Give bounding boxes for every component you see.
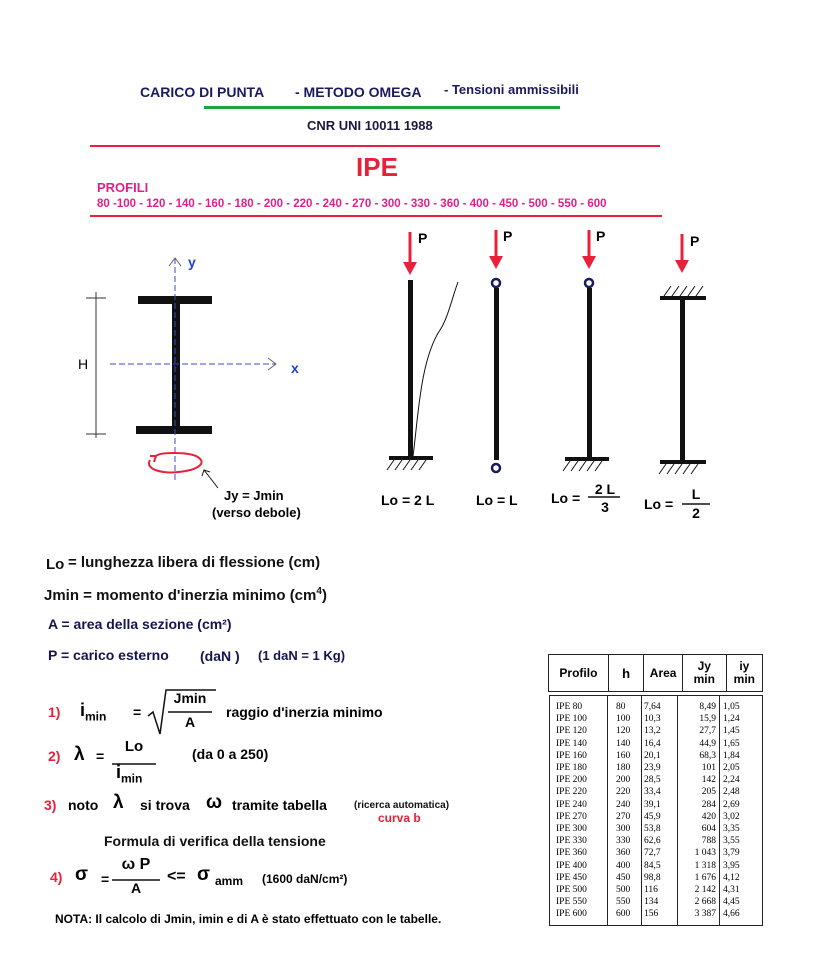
table-cell: 3 387 — [694, 909, 716, 920]
profiles-label: PROFILI — [97, 180, 149, 195]
table-cell: 4,12 — [723, 872, 740, 883]
case3-denominator: 3 — [601, 499, 609, 515]
case3-prefix: Lo = — [551, 490, 581, 506]
table-cell: 15,9 — [699, 714, 716, 725]
jy-label: Jy = Jmin — [224, 488, 284, 503]
table-cell: 3,95 — [723, 860, 740, 871]
case4-denominator: 2 — [692, 505, 700, 521]
ipe-cross-section — [136, 296, 212, 434]
table-cell: 1,84 — [723, 750, 740, 761]
lambda-range: (da 0 a 250) — [192, 746, 269, 762]
p-definition: P = carico esterno — [48, 647, 169, 663]
table-cell: 550 — [616, 897, 631, 908]
table-cell: 205 — [701, 787, 716, 798]
table-row — [550, 897, 762, 909]
formula2-number: 2) — [48, 748, 61, 764]
table-cell: 23,9 — [644, 763, 661, 773]
lo-definition: = lunghezza libera di flessione (cm) — [68, 554, 321, 571]
table-cell: 200 — [616, 775, 631, 786]
table-cell: IPE 200 — [556, 775, 587, 786]
header-iy — [726, 655, 762, 692]
load-label-2: P — [503, 228, 513, 244]
table-cell: 240 — [616, 799, 631, 810]
table-cell: IPE 500 — [556, 885, 587, 895]
table-cell: IPE 100 — [556, 714, 587, 725]
lambda-den-sub: min — [121, 771, 143, 786]
table-cell: 2 142 — [694, 885, 716, 895]
jmin-exponent: 4 — [316, 586, 322, 597]
curve-label: curva b — [378, 811, 421, 825]
height-dimension — [86, 292, 106, 438]
table-row — [550, 824, 762, 836]
formula4-denominator: A — [130, 880, 142, 896]
table-cell: IPE 330 — [556, 836, 587, 847]
table-cell: 420 — [701, 811, 716, 822]
column-case-3 — [563, 230, 609, 471]
table-cell: 1,65 — [723, 738, 740, 749]
header-h: h — [608, 655, 644, 692]
table-cell: 28,5 — [644, 775, 661, 786]
table-cell: IPE 270 — [556, 811, 587, 822]
table-cell: IPE 140 — [556, 738, 587, 749]
header-jy — [682, 655, 726, 692]
sigma-amm-symbol: σ — [197, 864, 210, 885]
height-label: H — [78, 356, 89, 372]
table-row — [550, 861, 762, 873]
column-case-1 — [387, 232, 458, 470]
formula2-equals: = — [96, 748, 105, 764]
table-cell: 3,02 — [723, 811, 740, 822]
table-cell: 600 — [616, 909, 631, 920]
profile-table — [549, 695, 763, 926]
table-row — [550, 836, 762, 848]
table-cell: 7,64 — [644, 702, 661, 712]
table-cell: IPE 120 — [556, 726, 587, 737]
header-jy-2: min — [693, 672, 715, 686]
section-name: IPE — [356, 152, 398, 182]
table-cell: 13,2 — [644, 726, 661, 737]
table-cell: 33,4 — [644, 787, 661, 798]
table-cell: 300 — [616, 824, 631, 834]
table-cell: 116 — [644, 885, 658, 895]
table-cell: 80 — [616, 702, 626, 712]
formula3-number: 3) — [44, 797, 57, 813]
table-cell: IPE 240 — [556, 799, 587, 810]
table-cell: 16,4 — [644, 738, 661, 749]
table-cell: 400 — [616, 860, 631, 871]
table-row — [550, 787, 762, 799]
table-cell: 1,05 — [723, 702, 740, 712]
table-row — [550, 763, 762, 775]
jy-note: (verso debole) — [212, 505, 301, 520]
lambda-den-i: i — [116, 762, 122, 782]
p-conversion: (1 daN = 1 Kg) — [258, 648, 346, 663]
axis-x-label: x — [291, 360, 299, 376]
formula1-description: raggio d'inerzia minimo — [226, 704, 383, 720]
table-cell: IPE 400 — [556, 860, 587, 871]
p-unit: (daN ) — [200, 648, 240, 664]
table-row — [550, 885, 762, 897]
title-part3: - Tensioni ammissibili — [444, 82, 579, 97]
formula1-equals: = — [133, 704, 142, 720]
table-row — [550, 739, 762, 751]
header-area: Area — [644, 655, 682, 692]
table-cell: 53,8 — [644, 824, 661, 834]
table-cell: 142 — [701, 775, 716, 786]
table-cell: 1 043 — [694, 848, 716, 859]
table-cell: 4,31 — [723, 885, 740, 895]
imin-sub: min — [85, 709, 107, 724]
jmin-definition — [44, 586, 327, 604]
table-cell: 1 676 — [694, 872, 716, 883]
table-row — [550, 800, 762, 812]
table-cell: 44,9 — [699, 738, 716, 749]
profiles-list: 80 -100 - 120 - 140 - 160 - 180 - 200 - 220 - 240 - 270 - 300 - 330 - 360 - 400 - 450 - 500 - 550 - 600 — [97, 198, 607, 210]
formula2-denominator — [116, 762, 142, 786]
load-label-1: P — [418, 230, 428, 246]
stress-limit: (1600 daN/cm²) — [262, 872, 348, 886]
auto-search-note: (ricerca automatica) — [354, 800, 450, 811]
formula1-numerator: Jmin — [173, 690, 207, 706]
table-cell: IPE 80 — [556, 702, 583, 712]
axis-y-label: y — [188, 254, 196, 270]
note-text: NOTA: Il calcolo di Jmin, imin e di A è stato effettuato con le tabelle. — [55, 912, 442, 926]
table-cell: 4,66 — [723, 909, 740, 920]
title-part1: CARICO DI PUNTA — [140, 84, 265, 100]
formula3-text1: noto — [68, 797, 99, 813]
jy-pointer — [204, 470, 218, 488]
table-cell: 27,7 — [699, 726, 716, 737]
table-cell: 284 — [701, 799, 716, 810]
table-cell: 604 — [701, 824, 716, 834]
table-row — [550, 702, 762, 714]
table-row — [550, 726, 762, 738]
x-axis — [110, 358, 276, 370]
formula1-denominator: A — [184, 714, 196, 730]
column-case-2 — [489, 230, 503, 472]
table-cell: 270 — [616, 811, 631, 822]
sigma-symbol: σ — [75, 864, 88, 885]
table-cell: 1,24 — [723, 714, 740, 725]
table-cell: 120 — [616, 726, 631, 737]
sigma-amm-sub: amm — [215, 874, 244, 888]
table-cell: IPE 360 — [556, 848, 587, 859]
formula3-lambda: λ — [113, 792, 124, 813]
table-cell: 100 — [616, 714, 631, 725]
load-label-3: P — [596, 228, 606, 244]
table-cell: IPE 550 — [556, 897, 587, 908]
table-cell: 101 — [701, 763, 716, 773]
case4-numerator: L — [691, 486, 701, 502]
table-cell: 8,49 — [699, 702, 716, 712]
table-cell: 330 — [616, 836, 631, 847]
table-cell: 84,5 — [644, 860, 661, 871]
table-row — [550, 873, 762, 885]
table-cell: 160 — [616, 750, 631, 761]
case4-prefix: Lo = — [644, 496, 674, 512]
table-cell: 4,45 — [723, 897, 740, 908]
area-definition: A = area della sezione (cm²) — [48, 616, 232, 632]
table-cell: 156 — [644, 909, 659, 920]
table-cell: 72,7 — [644, 848, 661, 859]
column-case-4 — [659, 234, 706, 474]
table-cell: 3,35 — [723, 824, 740, 834]
formula3-text2: si trova — [140, 797, 190, 813]
formula4-numerator: ω P — [121, 856, 151, 873]
table-row — [550, 848, 762, 860]
formula3-text3: tramite tabella — [232, 797, 327, 813]
less-equal-symbol: <= — [167, 868, 186, 885]
table-cell: 1,45 — [723, 726, 740, 737]
table-cell: 45,9 — [644, 811, 661, 822]
table-cell: 68,3 — [699, 750, 716, 761]
table-cell: 2,69 — [723, 799, 740, 810]
case2-label: Lo = L — [476, 492, 518, 508]
table-cell: 98,8 — [644, 872, 661, 883]
table-cell: 180 — [616, 763, 631, 773]
formula1-symbol — [80, 700, 106, 724]
formula4-number: 4) — [50, 869, 63, 885]
table-cell: IPE 450 — [556, 872, 587, 883]
table-cell: 500 — [616, 885, 631, 895]
table-row — [550, 812, 762, 824]
lo-symbol: Lo — [46, 556, 65, 573]
formula3-omega: ω — [206, 792, 223, 813]
table-cell: IPE 160 — [556, 750, 587, 761]
table-cell: 140 — [616, 738, 631, 749]
table-cell: 2,24 — [723, 775, 740, 786]
table-cell: 450 — [616, 872, 631, 883]
table-row — [550, 751, 762, 763]
table-cell: 2 668 — [694, 897, 716, 908]
table-cell: 3,55 — [723, 836, 740, 847]
jmin-text: Jmin = momento d'inerzia minimo (cm — [44, 587, 317, 604]
formula2-numerator: Lo — [124, 738, 144, 755]
table-cell: IPE 300 — [556, 824, 587, 834]
table-row — [550, 714, 762, 726]
table-cell: 1 318 — [694, 860, 716, 871]
verify-title: Formula di verifica della tensione — [104, 833, 326, 849]
load-label-4: P — [690, 233, 700, 249]
table-cell: IPE 600 — [556, 909, 587, 920]
table-cell: 360 — [616, 848, 631, 859]
table-cell: IPE 180 — [556, 763, 587, 773]
formula4-equals: = — [101, 871, 110, 887]
table-header — [548, 654, 763, 692]
table-row — [550, 909, 762, 921]
lambda-symbol: λ — [74, 744, 85, 765]
table-cell: 3,79 — [723, 848, 740, 859]
table-cell: 20,1 — [644, 750, 661, 761]
case1-label: Lo = 2 L — [381, 492, 435, 508]
table-row — [550, 775, 762, 787]
standard-label: CNR UNI 10011 1988 — [307, 118, 433, 133]
table-cell: 2,48 — [723, 787, 740, 798]
title-part2: - METODO OMEGA — [295, 84, 422, 100]
table-cell: 62,6 — [644, 836, 661, 847]
table-cell: IPE 220 — [556, 787, 587, 798]
table-cell: 2,05 — [723, 763, 740, 773]
header-iy-1: iy — [739, 659, 750, 673]
header-profilo: Profilo — [549, 655, 609, 692]
table-cell: 788 — [701, 836, 716, 847]
table-cell: 134 — [644, 897, 659, 908]
jmin-close: ) — [321, 587, 327, 604]
table-cell: 39,1 — [644, 799, 661, 810]
header-jy-1: Jy — [697, 659, 711, 673]
table-cell: 220 — [616, 787, 631, 798]
formula1-number: 1) — [48, 704, 61, 720]
case3-numerator: 2 L — [594, 481, 616, 497]
imin-i: i — [80, 700, 86, 720]
table-cell: 10,3 — [644, 714, 661, 725]
header-iy-2: min — [733, 672, 756, 686]
